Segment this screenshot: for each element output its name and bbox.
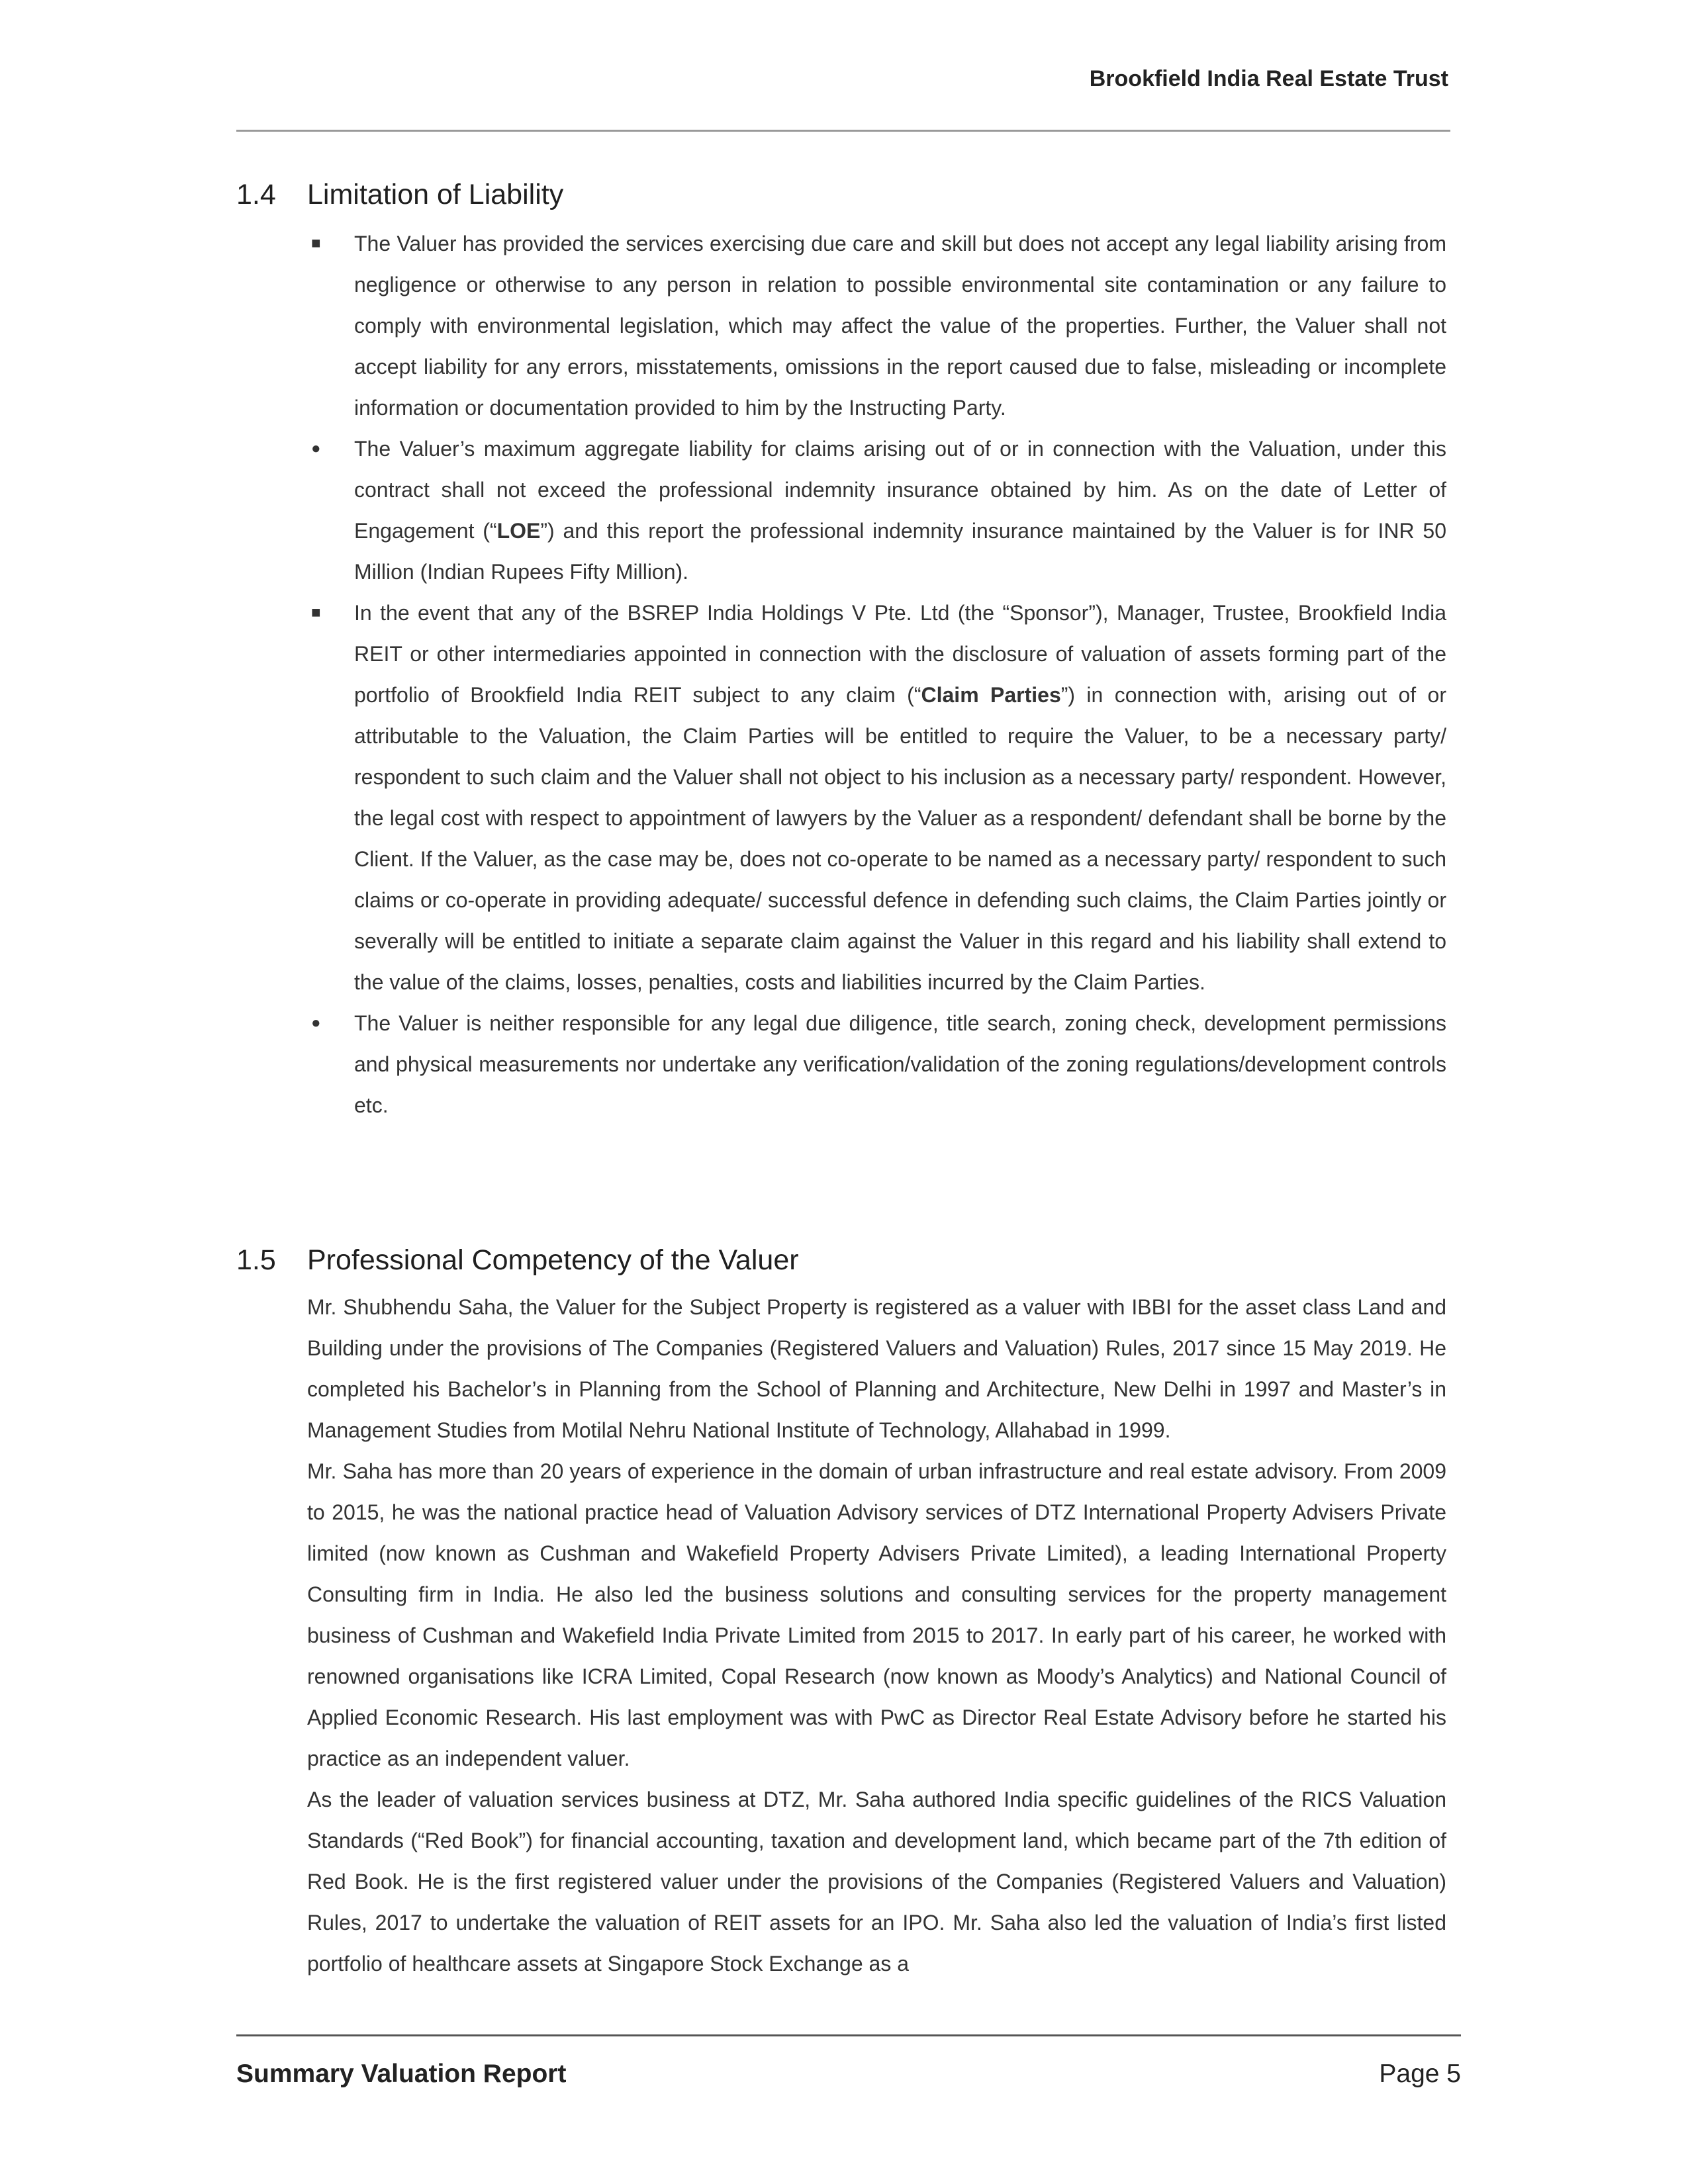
bullet-text: ”) in connection with, arising out of or attributable to the Valuation, the Claim Parties will be entitled to require the Valuer, to be a necessary party/ respondent to such claim and the Valuer shall not object to his inclusion as a necessary party/ respondent. However, the legal cost with respect to appointment of lawyers by the Valuer as a respondent/ defendant shall be borne by the Client. If the Valuer, as the case may be, does not co-operate to be named as a necessary party/ respondent to such claims or co-operate in providing adequate/ successful defence in defending such claims, the Claim Parties jointly or severally will be entitled to initiate a separate claim against the Valuer in this regard and his liability shall extend to the value of the claims, losses, penalties, costs and liabilities incurred by the Claim Parties. <box>354 683 1447 994</box>
section-heading-1-4 <box>236 179 1454 211</box>
header-title: Brookfield India Real Estate Trust <box>1089 66 1448 91</box>
section-title: Limitation of Liability <box>307 179 564 210</box>
liability-bullet-list <box>305 223 1446 1126</box>
bullet-icon: ● <box>311 1014 321 1032</box>
section-number: 1.5 <box>236 1244 276 1276</box>
bullet-bold-term: LOE <box>496 519 541 543</box>
paragraph: As the leader of valuation services business at DTZ, Mr. Saha authored India specific guidelines of the RICS Valuation Standards (“Red Book”) for financial accounting, taxation and development land, which became part of the 7th edition of Red Book. He is the first registered valuer under the provisions of the Companies (Registered Valuers and Valuation) Rules, 2017 to undertake the valuation of REIT assets for an IPO. Mr. Saha also led the valuation of India’s first listed portfolio of healthcare assets at Singapore Stock Exchange as a <box>307 1788 1446 1976</box>
competency-body <box>307 1287 1446 1984</box>
section-heading-1-5 <box>236 1244 1454 1277</box>
bullet-bold-term: Claim Parties <box>921 683 1061 707</box>
footer-report-title: Summary Valuation Report <box>236 2060 567 2088</box>
list-item <box>305 428 1446 592</box>
bullet-icon: ■ <box>311 234 321 252</box>
list-item <box>305 592 1446 1003</box>
section-number: 1.4 <box>236 179 276 210</box>
bullet-text: The Valuer has provided the services exercising due care and skill but does not accept any legal liability arising from negligence or otherwise to any person in relation to possible environmental site contamination or any failure to comply with environmental legislation, which may affect the value of the properties. Further, the Valuer shall not accept liability for any errors, misstatements, omissions in the report caused due to false, misleading or incomplete information or documentation provided to him by the Instructing Party. <box>354 232 1446 420</box>
page-number: Page 5 <box>1379 2060 1461 2088</box>
bullet-text: The Valuer is neither responsible for any legal due diligence, title search, zoning check, development permissions and physical measurements nor undertake any verification/validation of the zoning regulations/development controls etc. <box>354 1011 1446 1117</box>
list-item <box>305 1003 1446 1126</box>
footer-divider <box>236 2034 1461 2036</box>
list-item <box>305 223 1446 428</box>
bullet-text: ”) and this report the professional indemnity insurance maintained by the Valuer is for INR 50 Million (Indian Rupees Fifty Million). <box>354 519 1446 584</box>
bullet-text: In the event that any of the BSREP India Holdings V Pte. Ltd (the “Sponsor”), Manager, Trustee, Brookfield India REIT or other intermediaries appointed in connection with the disclosure of valuation of assets forming part of the portfolio of Brookfield India REIT subject to any claim (“ <box>354 601 1446 707</box>
paragraph: Mr. Shubhendu Saha, the Valuer for the Subject Property is registered as a valuer with IBBI for the asset class Land and Building under the provisions of The Companies (Registered Valuers and Valuation) Rules, 2017 since 15 May 2019. He completed his Bachelor’s in Planning from the School of Planning and Architecture, New Delhi in 1997 and Master’s in Management Studies from Motilal Nehru National Institute of Technology, Allahabad in 1999. <box>307 1295 1446 1442</box>
bullet-icon: ● <box>311 439 321 457</box>
bullet-icon: ■ <box>311 604 321 621</box>
paragraph: Mr. Saha has more than 20 years of experience in the domain of urban infrastructure and real estate advisory. From 2009 to 2015, he was the national practice head of Valuation Advisory services of DTZ International Property Advisers Private limited (now known as Cushman and Wakefield Property Advisers Private Limited), a leading International Property Consulting firm in India. He also led the business solutions and consulting services for the property management business of Cushman and Wakefield India Private Limited from 2015 to 2017. In early part of his career, he worked with renowned organisations like ICRA Limited, Copal Research (now known as Moody’s Analytics) and National Council of Applied Economic Research. His last employment was with PwC as Director Real Estate Advisory before he started his practice as an independent valuer. <box>307 1459 1446 1770</box>
bullet-text: The Valuer’s maximum aggregate liability for claims arising out of or in connection with the Valuation, under this contract shall not exceed the professional indemnity insurance obtained by him. As on the date of Letter of Engagement (“ <box>354 437 1446 543</box>
header-divider <box>236 130 1450 132</box>
section-title: Professional Competency of the Valuer <box>307 1244 799 1276</box>
